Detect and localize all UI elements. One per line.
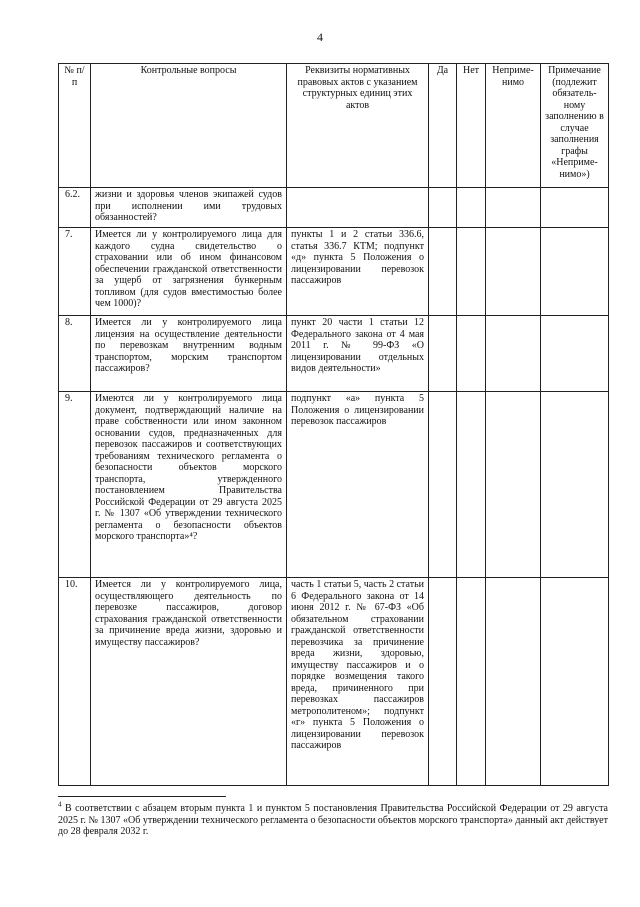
yes-cell[interactable] — [429, 392, 457, 578]
not-applicable-cell[interactable] — [486, 188, 541, 228]
header-row — [59, 64, 609, 188]
note-cell[interactable] — [541, 578, 609, 786]
checklist-table — [58, 63, 609, 786]
row-num: 8. — [59, 316, 91, 392]
row-question: Имеется ли у контролируемого лица лицензия на осуществление деятельности по перевозкам внутренним водным транспортом, морским транспортом пассажиров? — [91, 316, 287, 392]
no-cell[interactable] — [457, 578, 486, 786]
footnote-text: В соответствии с абзацем вторым пункта 1 и пунктом 5 постановления Правительства Российской Федерации от 29 августа 2025 г. № 1307 «Об утверждении технического регламента о безопасности объектов морского транспорта» данный акт действует до 28 февраля 2032 г. — [58, 803, 609, 837]
header-questions: Контрольные вопросы — [91, 64, 287, 188]
note-cell[interactable] — [541, 392, 609, 578]
row-num: 6.2. — [59, 188, 91, 228]
row-question: Имеются ли у контролируемого лица документ, подтверждающий наличие на праве собственности или ином законном основании судов, предназначенных для перевозок пассажиров и соответствующих требованиям технического регламента о безопасности объектов морского транспорта, утвержденного постановлением Правительства Российской Федерации от 29 августа 2025 г. № 1307 «Об утверждении технического регламента о безопасности объектов морского транспорта»⁴? — [91, 392, 287, 578]
header-yes: Да — [429, 64, 457, 188]
not-applicable-cell[interactable] — [486, 316, 541, 392]
row-question: Имеется ли у контролируемого лица для каждого судна свидетельство о страховании или об ином финансовом обеспечении гражданской ответственности за ущерб от загрязнения бункерным топливом (для судов вместимостью более чем 1000)? — [91, 228, 287, 316]
row-requisites: пункты 1 и 2 статьи 336.6, статья 336.7 КТМ; подпункт «д» пункта 5 Положения о лицензировании перевозок пассажиров — [287, 228, 429, 316]
not-applicable-cell[interactable] — [486, 228, 541, 316]
yes-cell[interactable] — [429, 228, 457, 316]
yes-cell[interactable] — [429, 316, 457, 392]
not-applicable-cell[interactable] — [486, 392, 541, 578]
no-cell[interactable] — [457, 188, 486, 228]
table-row — [59, 188, 609, 228]
no-cell[interactable] — [457, 228, 486, 316]
row-question: жизни и здоровья членов экипажей судов при исполнении ими трудовых обязанностей? — [91, 188, 287, 228]
header-no: Нет — [457, 64, 486, 188]
header-note: Примечание (подлежит обязатель-ному заполнению в случае заполнения графы «Неприме-нимо») — [541, 64, 609, 188]
not-applicable-cell[interactable] — [486, 578, 541, 786]
row-num: 10. — [59, 578, 91, 786]
yes-cell[interactable] — [429, 188, 457, 228]
row-requisites: пункт 20 части 1 статьи 12 Федерального закона от 4 мая 2011 г. № 99-ФЗ «О лицензировании отдельных видов деятельности» — [287, 316, 429, 392]
row-requisites: подпункт «а» пункта 5 Положения о лицензировании перевозок пассажиров — [287, 392, 429, 578]
note-cell[interactable] — [541, 228, 609, 316]
table-row — [59, 316, 609, 392]
table-row — [59, 578, 609, 786]
row-num: 7. — [59, 228, 91, 316]
no-cell[interactable] — [457, 392, 486, 578]
footnote-divider — [58, 796, 226, 797]
row-requisites: часть 1 статьи 5, часть 2 статьи 6 Федерального закона от 14 июня 2012 г. № 67-ФЗ «Об обязательном страховании гражданской ответственности перевозчика за причинение вреда жизни, здоровью, имуществу пассажиров и о порядке возмещения такого вреда, причиненного при перевозках пассажиров метрополитеном»; подпункт «г» пункта 5 Положения о лицензировании перевозок пассажиров — [287, 578, 429, 786]
row-requisites — [287, 188, 429, 228]
footnote-mark: 4 — [58, 800, 62, 809]
header-num: № п/п — [59, 64, 91, 188]
page-number: 4 — [317, 30, 323, 44]
yes-cell[interactable] — [429, 578, 457, 786]
row-num: 9. — [59, 392, 91, 578]
header-requisites: Реквизиты нормативных правовых актов с указанием структурных единиц этих актов — [287, 64, 429, 188]
table-row — [59, 392, 609, 578]
no-cell[interactable] — [457, 316, 486, 392]
row-question: Имеется ли у контролируемого лица, осуществляющего деятельность по перевозке пассажиров, договор страхования гражданской ответственности за причинение вреда жизни, здоровью и имуществу пассажиров? — [91, 578, 287, 786]
note-cell[interactable] — [541, 188, 609, 228]
note-cell[interactable] — [541, 316, 609, 392]
header-not-applicable: Неприме-нимо — [486, 64, 541, 188]
footnote — [58, 800, 609, 838]
table-row — [59, 228, 609, 316]
